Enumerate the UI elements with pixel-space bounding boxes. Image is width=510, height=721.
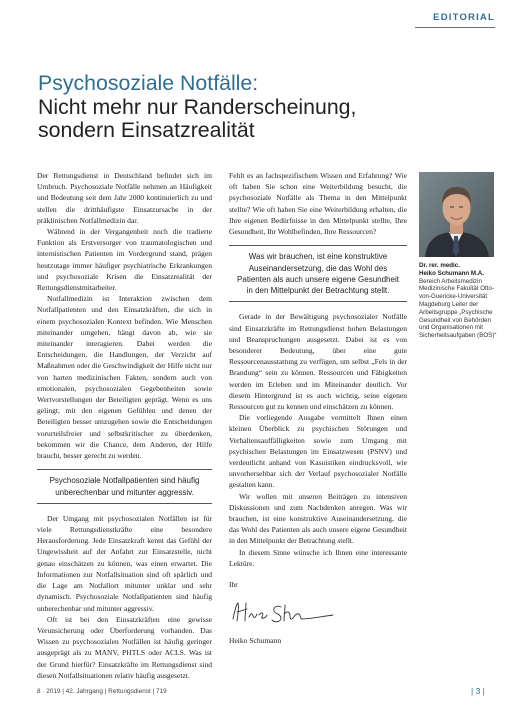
author-name: Dr. rer. medic. Heiko Schumann M.A. bbox=[419, 262, 484, 277]
paragraph: Wir wollen mit unseren Beiträgen zu intensiven Diskussionen und zum Nachdenken anregen. Was wir brauchen, ist eine konstruktive Auseinandersetzung, die das Wohl des Patienten als auch unsere eigene Gesundheit in den Mittelpunkt der Betrachtung stellt. bbox=[229, 491, 407, 546]
paragraph: In diesem Sinne wünsche ich Ihnen eine interessante Lektüre. bbox=[229, 547, 407, 568]
section-label: EDITORIAL bbox=[433, 12, 495, 23]
article-title bbox=[38, 72, 378, 143]
signature-name: Heiko Schumann bbox=[229, 636, 282, 646]
paragraph: Fehlt es an fachspezifischem Wissen und Erfahrung? Wie oft haben Sie schon eine Weiterbildung besucht, die psychosoziale Notfälle als Thema in den Mittelpunkt stellte? Wie oft haben Sie eine Weiterbildung erhalten, die Ihre eigenen Bedürfnisse in den Mittelpunkt stellte, Ihre Gesundheit, Ihr Wohlbefinden, Ihre Ressourcen? bbox=[229, 171, 407, 237]
footer-issue-info: 8 · 2019 | 42. Jahrgang | Rettungsdienst | 719 bbox=[37, 688, 167, 695]
author-info bbox=[419, 262, 499, 340]
title-line-2: Nicht mehr nur Randerscheinung, bbox=[38, 94, 357, 119]
author-affiliation: Bereich Arbeitsmedizin Medizinische Fakultät Otto-von-Guericke-Universität Magdeburg Leiter der Arbeitsgruppe „Psychische Gesundheit von Behörden und Organisationen mit Sicherheitsaufgaben (BOS)“ bbox=[419, 277, 497, 340]
paragraph: Notfallmedizin ist Interaktion zwischen dem Notfallpatienten und den Einsatzkräften, die sich in einem psychosozialen Kontext befinden. Wie Menschen miteinander umgehen, hängt davon ab, wie sie miteinander interagieren. Dabei werden die Entscheidungen, die Handlungen, der Verzicht auf Maßnahmen oder die Geschwindigkeit der Hilfe nicht nur von harten medizinischen Fakten, sondern auch von emotionalen, psychosozialen Gegebenheiten sowie Wertvorstellungen der Beteiligten geprägt. Wenn es uns gelingt, mit den eigenen Gefühlen und denen der Beteiligten besser umzugehen sowie die Entscheidungen vorurteilsfreier und selbstkritischer zu überdenken, bekommen wir die Chance, dem Anderen, der Hilfe braucht, besser gerecht zu werden. bbox=[37, 294, 212, 461]
paragraph: Die vorliegende Ausgabe vermittelt Ihnen einen kleinen Überblick zu psychischen Störungen und Verhaltensauffälligkeiten sowie zum Umgang mit psychischen Belastungen im Einsatzwesen (PSNV) und verdeutlicht anhand von Kasuistiken eindrucksvoll, wie unvorhersehbar sich der Verlauf psychosozialer Notfälle gestalten kann. bbox=[229, 413, 407, 490]
text-column-left bbox=[37, 170, 212, 681]
title-line-3: sondern Einsatzrealität bbox=[38, 118, 255, 142]
paragraph: Der Umgang mit psychosozialen Notfällen ist für viele Rettungsdienstkräfte eine besondere Herausforderung. Jede Einsatzkraft kennt das Gefühl der Ungewissheit auf der Anfahrt zur Einsatzstelle, nicht genau einschätzen zu können, was einen erwartet. Die Informationen zur Notfallsituation sind oft spärlich und die Lage am Notfallort mitunter unklar und sehr dynamisch. Psychosoziale Notfallpatienten sind häufig unberechenbar und mitunter aggressiv. bbox=[37, 513, 212, 613]
pull-quote: Psychosoziale Notfallpatienten sind häufig unberechenbar und mitunter aggressiv. bbox=[37, 469, 212, 504]
paragraph: Der Rettungsdienst in Deutschland befindet sich im Umbruch. Psychosoziale Notfälle nehmen an Häufigkeit und Bedeutung seit dem Jahr 2000 kontinuierlich zu und stellen die dritthäufigste Einsatzursache in der präklinischen Notfallmedizin dar. bbox=[37, 171, 212, 225]
paragraph: Oft ist bei den Einsatzkräften eine gewisse Verunsicherung oder Überforderung vorhanden. Das Wissen zu psychosozialen Notfällen ist häufig geringer ausgeprägt als zu MANV, PHTLS oder ACLS. Was ist der Grund hierfür? Einsatzkräfte im Rettungsdienst sind diesen Notfallsituationen relativ häufig ausgesetzt. bbox=[37, 614, 212, 680]
page-number: | 3 | bbox=[471, 686, 485, 696]
closing: Ihr bbox=[229, 580, 238, 590]
paragraph: Gerade in der Bewältigung psychosozialer Notfälle sind Einsatzkräfte im Rettungsdienst hohen Belastungen und Beanspruchungen ausgesetzt. Dabei ist es von besonderer Bedeutung, über eine gute Ressourcenausstattung zu verfügen, um selbst „Fels in der Brandung“ sein zu können. Ressourcen und Fähigkeiten werden im Erleben und im Miteinander deutlich. Vor diesem Hintergrund ist es auch wichtig, seine eigenen Ressourcen gut zu kennen und einschätzen zu können. bbox=[229, 312, 407, 412]
text-column-right bbox=[229, 170, 407, 646]
pull-quote: Was wir brauchen, ist eine konstruktive Auseinandersetzung, die das Wohl des Patienten als auch unsere eigene Gesundheit in den Mittelpunkt der Betrachtung stellt. bbox=[229, 245, 407, 302]
section-divider bbox=[415, 27, 495, 28]
handwritten-signature bbox=[229, 599, 347, 627]
title-line-1: Psychosoziale Notfälle: bbox=[38, 71, 259, 95]
author-photo bbox=[419, 172, 494, 257]
paragraph: Während in der Vergangenheit noch die tradierte Funktion als Erstversorger von traumatologischen und internistischen Patienten im Vordergrund stand, prägen heutzutage immer häufiger psychiatrische Erkrankungen und psychosoziale Krisen die Einsatzrealität der Rettungsdienstmitarbeiter. bbox=[37, 227, 212, 293]
